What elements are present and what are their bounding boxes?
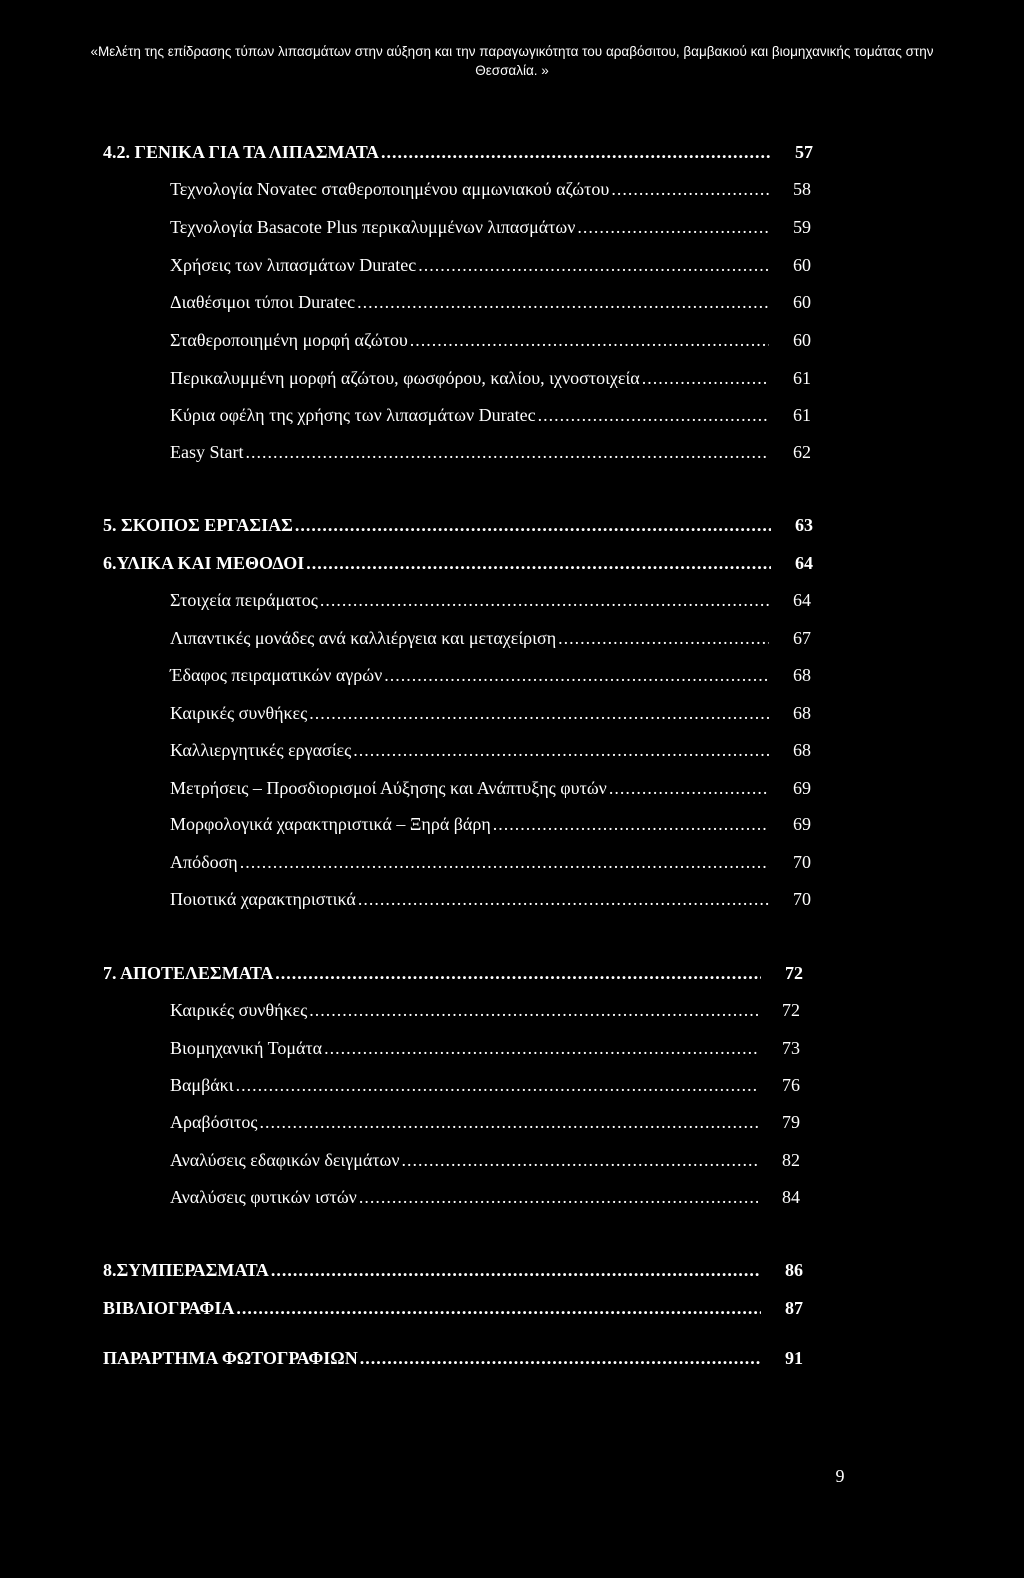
toc-entry-yield[interactable] <box>170 850 811 874</box>
toc-entry-experiment-data[interactable] <box>170 588 811 612</box>
dot-leader <box>642 366 769 390</box>
dot-leader <box>353 738 769 762</box>
dot-leader <box>309 701 769 725</box>
toc-entry-label: 5. ΣΚΟΠΟΣ ΕΡΓΑΣΙΑΣ <box>103 515 293 535</box>
dot-leader <box>384 663 769 687</box>
toc-entry-7[interactable] <box>103 961 803 985</box>
dot-leader <box>295 513 771 537</box>
toc-entry-label: Μορφολογικά χαρακτηριστικά – Ξηρά βάρη <box>170 814 491 834</box>
running-header: «Μελέτη της επίδρασης τύπων λιπασμάτων στην αύξηση και την παραγωγικότητα του αραβόσιτου, βαμβακιού και βιομηχανικής τομάτας στην Θεσσαλία. » <box>90 44 934 78</box>
toc-entry-label: Καιρικές συνθήκες <box>170 703 308 723</box>
toc-entry-page: 62 <box>793 442 811 462</box>
dot-leader <box>259 1110 758 1134</box>
toc-entry-label: Καιρικές συνθήκες <box>170 1000 308 1020</box>
toc-entry-5[interactable] <box>103 513 813 537</box>
toc-entry-label: Easy Start <box>170 442 244 462</box>
toc-entry-label: Λιπαντικές μονάδες ανά καλλιέργεια και μεταχείριση <box>170 628 557 648</box>
dot-leader <box>240 850 769 874</box>
toc-entry-tomato[interactable] <box>170 1036 800 1060</box>
toc-entry-page: 72 <box>782 1000 800 1020</box>
dot-leader <box>609 776 769 800</box>
toc-entry-page: 61 <box>793 405 811 425</box>
toc-entry-soil-analysis[interactable] <box>170 1148 800 1172</box>
toc-entry-cotton[interactable] <box>170 1073 800 1097</box>
toc-entry-page: 60 <box>793 255 811 275</box>
toc-entry-fertilizer-units[interactable] <box>170 626 811 650</box>
toc-entry-measurements[interactable] <box>170 776 811 800</box>
toc-entry-label: Αναλύσεις φυτικών ιστών <box>170 1187 357 1207</box>
dot-leader <box>410 328 769 352</box>
toc-entry-page: 91 <box>785 1348 803 1368</box>
dot-leader <box>271 1258 761 1282</box>
toc-entry-novatec[interactable] <box>170 177 811 201</box>
dot-leader <box>359 1185 758 1209</box>
toc-entry-page: 87 <box>785 1298 803 1318</box>
dot-leader <box>246 440 770 464</box>
dot-leader <box>611 177 769 201</box>
toc-entry-label: Βιομηχανική Τομάτα <box>170 1038 323 1058</box>
toc-entry-page: 61 <box>793 368 811 388</box>
toc-entry-page: 63 <box>795 515 813 535</box>
toc-entry-6[interactable] <box>103 551 813 575</box>
toc-entry-weather-results[interactable] <box>170 998 800 1022</box>
toc-entry-label: Τεχνολογία Novatec σταθεροποιημένου αμμωνιακού αζώτου <box>170 179 610 199</box>
toc-entry-quality[interactable] <box>170 887 811 911</box>
toc-entry-page: 60 <box>793 330 811 350</box>
dot-leader <box>360 1346 761 1370</box>
toc-entry-page: 67 <box>793 628 811 648</box>
toc-entry-page: 69 <box>793 778 811 798</box>
dot-leader <box>324 1036 758 1060</box>
toc-entry-label: ΒΙΒΛΙΟΓΡΑΦΙΑ <box>103 1298 235 1318</box>
dot-leader <box>381 140 771 164</box>
toc-entry-label: Τεχνολογία Basacote Plus περικαλυμμένων λιπασμάτων <box>170 217 576 237</box>
toc-entry-soil[interactable] <box>170 663 811 687</box>
toc-entry-page: 69 <box>793 814 811 834</box>
toc-entry-label: Αραβόσιτος <box>170 1112 258 1132</box>
toc-entry-label: Ποιοτικά χαρακτηριστικά <box>170 889 356 909</box>
toc-entry-coated-npk[interactable] <box>170 366 811 390</box>
toc-entry-basacote[interactable] <box>170 215 811 239</box>
toc-entry-label: Βαμβάκι <box>170 1075 234 1095</box>
dot-leader <box>357 290 769 314</box>
toc-entry-page: 57 <box>795 142 813 162</box>
dot-leader <box>558 626 769 650</box>
toc-entry-label: Αναλύσεις εδαφικών δειγμάτων <box>170 1150 400 1170</box>
dot-leader <box>275 961 761 985</box>
toc-entry-label: Κύρια οφέλη της χρήσης των λιπασμάτων Duratec <box>170 405 536 425</box>
toc-entry-page: 70 <box>793 852 811 872</box>
dot-leader <box>236 1073 758 1097</box>
toc-entry-plant-tissue[interactable] <box>170 1185 800 1209</box>
toc-entry-maize[interactable] <box>170 1110 800 1134</box>
dot-leader <box>418 253 769 277</box>
toc-entry-label: Μετρήσεις – Προσδιορισμοί Αύξησης και Ανάπτυξης φυτών <box>170 778 607 798</box>
dot-leader <box>358 887 769 911</box>
toc-entry-page: 86 <box>785 1260 803 1280</box>
toc-entry-duratec-uses[interactable] <box>170 253 811 277</box>
toc-entry-8[interactable] <box>103 1258 803 1282</box>
toc-entry-page: 68 <box>793 740 811 760</box>
toc-entry-page: 60 <box>793 292 811 312</box>
toc-entry-4-2[interactable] <box>103 140 813 164</box>
toc-entry-page: 64 <box>795 553 813 573</box>
toc-entry-morphology[interactable] <box>170 812 811 836</box>
toc-entry-label: Χρήσεις των λιπασμάτων Duratec <box>170 255 417 275</box>
toc-entry-page: 68 <box>793 665 811 685</box>
toc-entry-label: Διαθέσιμοι τύποι Duratec <box>170 292 356 312</box>
toc-entry-easy-start[interactable] <box>170 440 811 464</box>
dot-leader <box>538 403 769 427</box>
toc-entry-label: Έδαφος πειραματικών αγρών <box>170 665 383 685</box>
toc-entry-label: Σταθεροποιημένη μορφή αζώτου <box>170 330 408 350</box>
toc-entry-page: 70 <box>793 889 811 909</box>
toc-entry-cultivation[interactable] <box>170 738 811 762</box>
toc-entry-page: 84 <box>782 1187 800 1207</box>
toc-entry-label: ΠΑΡΑΡΤΗΜΑ ΦΩΤΟΓΡΑΦΙΩΝ <box>103 1348 358 1368</box>
toc-entry-page: 64 <box>793 590 811 610</box>
toc-entry-duratec-benefits[interactable] <box>170 403 811 427</box>
toc-entry-label: 7. ΑΠΟΤΕΛΕΣΜΑΤΑ <box>103 963 274 983</box>
toc-entry-page: 59 <box>793 217 811 237</box>
dot-leader <box>306 551 771 575</box>
dot-leader <box>402 1148 758 1172</box>
toc-entry-label: 8.ΣΥΜΠΕΡΑΣΜΑΤΑ <box>103 1260 269 1280</box>
toc-entry-photo-appendix[interactable] <box>103 1346 803 1370</box>
toc-entry-label: Καλλιεργητικές εργασίες <box>170 740 352 760</box>
dot-leader <box>493 812 769 836</box>
toc-entry-duratec-types[interactable] <box>170 290 811 314</box>
toc-entry-page: 58 <box>793 179 811 199</box>
toc-entry-page: 76 <box>782 1075 800 1095</box>
toc-entry-label: 6.ΥΛΙΚΑ ΚΑΙ ΜΕΘΟΔΟΙ <box>103 553 305 573</box>
dot-leader <box>309 998 758 1022</box>
toc-entry-label: Απόδοση <box>170 852 238 872</box>
toc-entry-weather[interactable] <box>170 701 811 725</box>
toc-entry-page: 79 <box>782 1112 800 1132</box>
toc-entry-label: 4.2. ΓΕΝΙΚΑ ΓΙΑ ΤΑ ΛΙΠΑΣΜΑΤΑ <box>103 142 380 162</box>
dot-leader <box>320 588 769 612</box>
toc-entry-page: 68 <box>793 703 811 723</box>
toc-entry-page: 73 <box>782 1038 800 1058</box>
page-number: 9 <box>835 1466 845 1486</box>
toc-entry-stabilized-nitrogen[interactable] <box>170 328 811 352</box>
dot-leader <box>577 215 769 239</box>
toc-entry-page: 72 <box>785 963 803 983</box>
dot-leader <box>236 1296 761 1320</box>
toc-entry-label: Στοιχεία πειράματος <box>170 590 318 610</box>
toc-entry-page: 82 <box>782 1150 800 1170</box>
toc-entry-bibliography[interactable] <box>103 1296 803 1320</box>
toc-entry-label: Περικαλυμμένη μορφή αζώτου, φωσφόρου, καλίου, ιχνοστοιχεία <box>170 368 640 388</box>
